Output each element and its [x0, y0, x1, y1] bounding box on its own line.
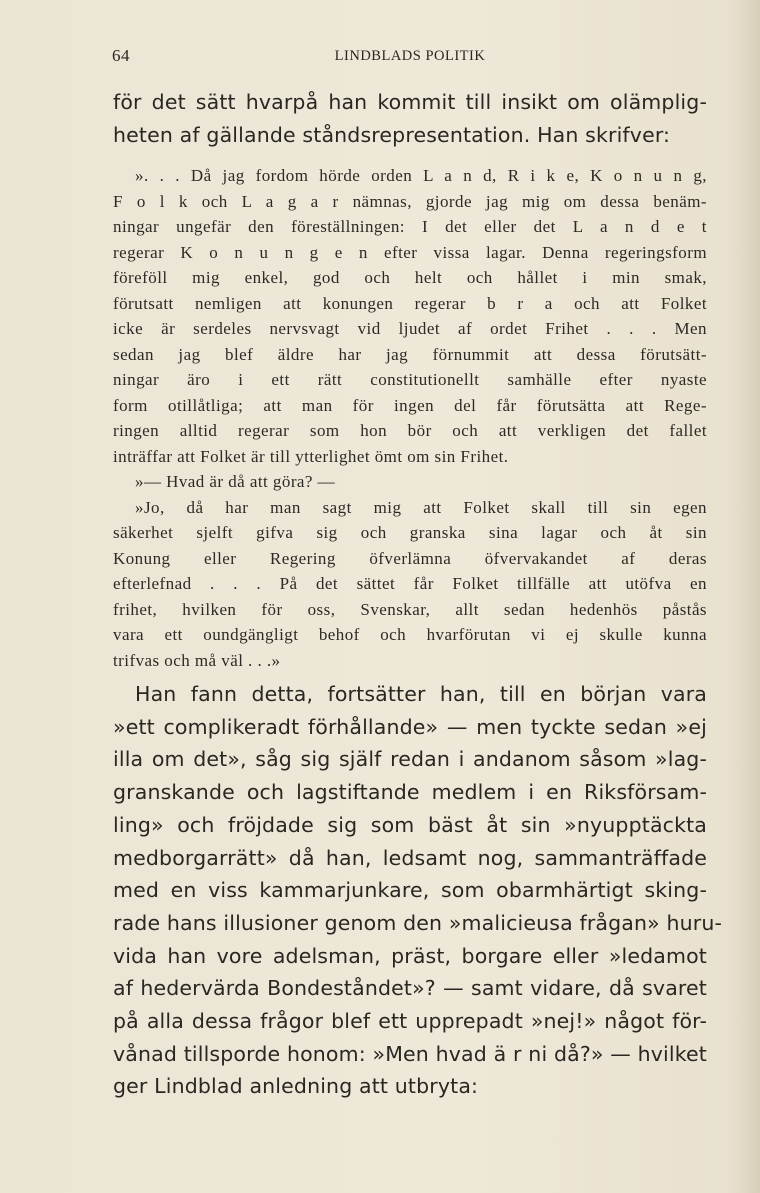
- quote-line: efterlefnad . . . På det sättet får Folket tillfälle att utöfva en: [113, 574, 707, 593]
- quote-line: ningar ungefär den föreställningen: I det eller det L a n d e t: [113, 217, 707, 236]
- quote-line: icke är serdeles nervsvagt vid ljudet af ordet Frihet . . . Men: [113, 319, 707, 338]
- quote-line: förutsatt nemligen att konungen regerar b r a och att Folket: [113, 293, 707, 313]
- quote-line: frihet, hvilken för oss, Svenskar, allt sedan hedenhös påstås: [113, 599, 707, 619]
- quote-line: vara ett oundgängligt behof och hvarförutan vi ej skulle kunna: [113, 625, 707, 644]
- text-line: af hedervärda Bondeståndet»? — samt vidare, då svaret: [113, 976, 707, 1001]
- text-line: rade hans illusioner genom den »malicieusa frågan» huru-: [113, 910, 723, 935]
- quote-line: Konung eller Regering öfverlämna öfvervakandet af deras: [113, 548, 707, 568]
- page-header: [112, 46, 708, 68]
- quotation-block: [113, 163, 707, 673]
- text-line: ger Lindblad anledning att utbryta:: [113, 1074, 479, 1099]
- text-line: vida han vore adelsman, präst, borgare eller »ledamot: [113, 943, 707, 968]
- page-number: 64: [112, 46, 130, 65]
- text-line: med en viss kammarjunkare, som obarmhärtigt sking-: [113, 878, 707, 903]
- text-line: medborgarrätt» då han, ledsamt nog, sammanträffade: [113, 845, 707, 870]
- quote-line: trifvas och må väl . . .»: [113, 650, 281, 670]
- quote-line: »— Hvad är då att göra? —: [135, 472, 336, 491]
- quote-line: säkerhet sjelft gifva sig och granska sina lagar och åt sin: [113, 523, 707, 542]
- text-line: heten af gällande ståndsrepresentation. Han skrifver:: [113, 122, 671, 147]
- narrative-paragraph: [113, 678, 723, 1103]
- text-line: på alla dessa frågor blef ett upprepadt »nej!» något för-: [113, 1009, 707, 1034]
- text-line: Han fann detta, fortsätter han, till en början vara: [135, 682, 707, 706]
- quote-line: föreföll mig enkel, god och helt och hållet i min smak,: [113, 268, 707, 287]
- quote-line: form otillåtliga; att man för ingen del får förutsätta att Rege-: [113, 395, 707, 415]
- text-line: illa om det», såg sig själf redan i andanom såsom »lag-: [113, 747, 707, 772]
- text-line: »ett complikeradt förhållande» — men tyckte sedan »ej: [113, 714, 707, 739]
- text-line: ling» och fröjdade sig som bäst åt sin »nyupptäckta: [113, 812, 707, 837]
- quote-line: F o l k och L a g a r nämnas, gjorde jag mig om dessa benäm-: [113, 191, 707, 211]
- quote-line: »Jo, då har man sagt mig att Folket skall till sin egen: [135, 497, 707, 517]
- quote-line: ningar äro i ett rätt constitutionellt samhälle efter nyaste: [113, 370, 707, 389]
- quote-line: sedan jag blef äldre har jag förnummit att dessa förutsätt-: [113, 344, 707, 364]
- quote-line: regerar K o n u n g e n efter vissa lagar. Denna regeringsform: [113, 242, 707, 262]
- quote-line: inträffar att Folket är till ytterlighet ömt om sin Frihet.: [113, 446, 509, 466]
- text-line: för det sätt hvarpå han kommit till insikt om olämplig-: [113, 90, 707, 114]
- text-line: granskande och lagstiftande medlem i en Riksförsam-: [113, 780, 707, 805]
- running-title: LINDBLADS POLITIK: [334, 48, 486, 64]
- quote-line: ». . . Då jag fordom hörde orden L a n d, R i k e, K o n u n g,: [135, 166, 707, 185]
- text-line: vånad tillsporde honom: »Men hvad ä r ni då?» — hvilket: [113, 1041, 707, 1066]
- quote-line: ringen alltid regerar som hon bör och att verkligen det fallet: [113, 421, 707, 440]
- intro-paragraph: [113, 86, 707, 151]
